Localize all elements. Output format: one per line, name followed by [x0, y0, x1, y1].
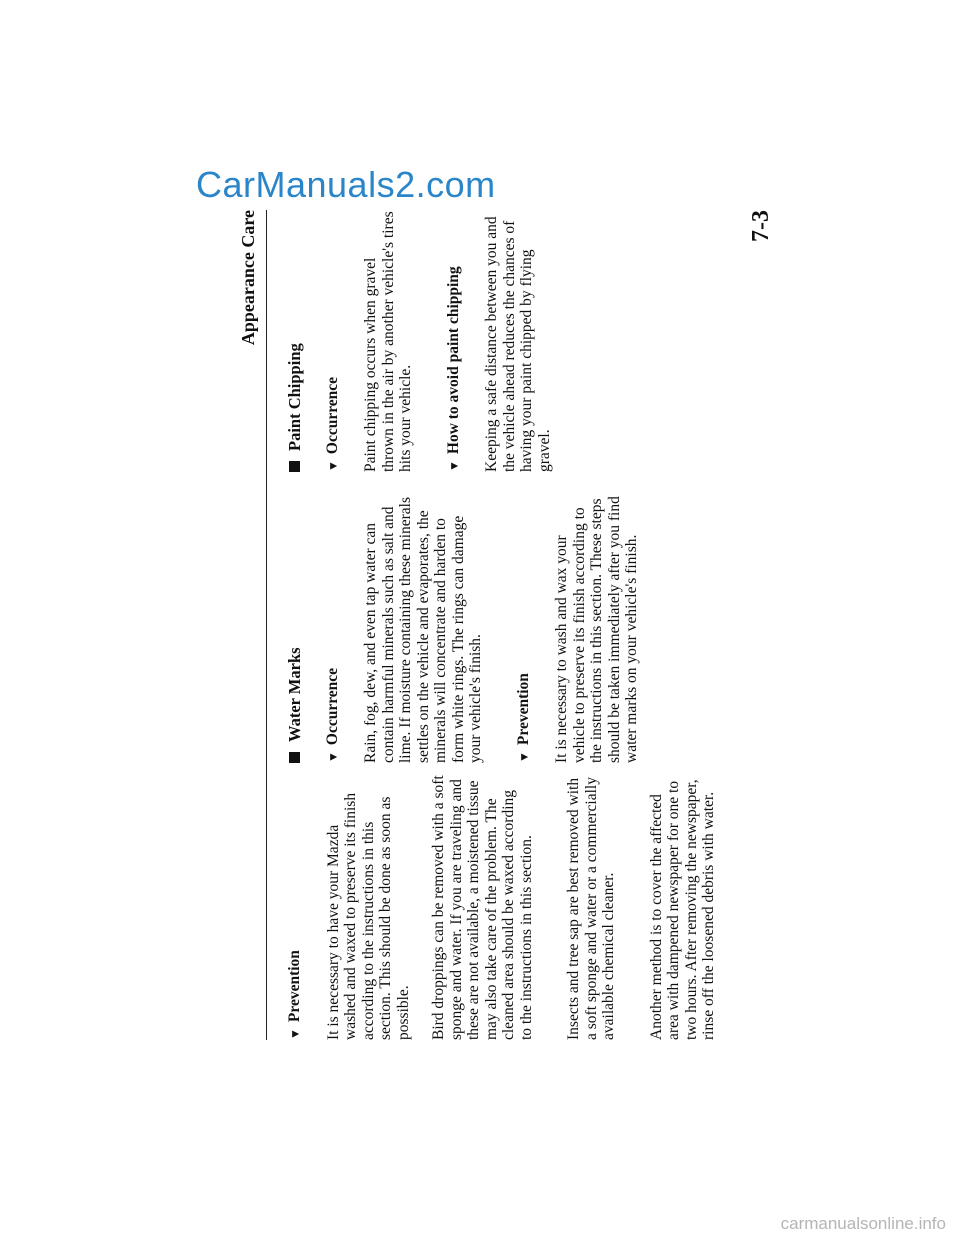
newspaper-paragraph: Another method is to cover the affected area with dampened newspaper for one to two hours. After removing the newspaper, rinse off the loosened debris with water.: [647, 779, 717, 1040]
triangle-bullet-icon: ▼: [325, 751, 340, 763]
page-number: 7-3: [748, 210, 774, 242]
paint-chipping-title-text: Paint Chipping: [285, 343, 304, 451]
bird-droppings-paragraph: Bird droppings can be removed with a soft sponge and water. If you are traveling and these are not available, a moistened tissue may also take care of the problem. The cleaned area should be waxed according to the instructions in this section.: [430, 775, 535, 1040]
avoid-paint-chipping-heading-text: How to avoid paint chipping: [444, 266, 462, 455]
manual-page: [236, 210, 796, 1040]
paint-chipping-title: [286, 210, 304, 472]
watermark-logo-top: CarManuals2.com: [196, 164, 496, 205]
water-marks-prevention-text: It is necessary to wash and wax your vehicle to preserve its finish according to the instructions in this section. These steps should be taken immediately after you find water marks on your vehicle's finish.: [553, 496, 640, 763]
avoid-paint-chipping-heading: [445, 210, 464, 472]
prevention-paragraph: It is necessary to have your Mazda washed and waxed to preserve its finish according to the instructions in this section. This should be done as soon as possible.: [324, 792, 412, 1040]
water-marks-prevention-heading-text: Prevention: [514, 673, 532, 746]
square-bullet-icon: [289, 752, 300, 763]
triangle-bullet-icon: ▼: [325, 460, 340, 472]
section-title: Appearance Care: [238, 210, 258, 346]
water-marks-occurrence-heading-text: Occurrence: [323, 667, 341, 746]
water-marks-title-text: Water Marks: [285, 647, 304, 742]
square-bullet-icon: [289, 461, 300, 472]
triangle-bullet-icon: ▼: [446, 460, 461, 472]
water-marks-occurrence-heading: [324, 495, 343, 763]
column-water-marks: [286, 495, 659, 763]
column-prevention: [286, 775, 736, 1040]
prevention-heading: [286, 775, 305, 1040]
water-marks-prevention-heading: [515, 495, 534, 763]
paint-chipping-occurrence-heading: [324, 210, 343, 472]
insects-paragraph: Insects and tree sap are best removed with a soft sponge and water or a commercially available chemical cleaner.: [565, 777, 617, 1040]
column-paint-chipping: [286, 210, 571, 472]
page-header: [236, 210, 267, 1040]
triangle-bullet-icon: ▼: [516, 751, 531, 763]
triangle-bullet-icon: ▼: [288, 1028, 302, 1040]
watermark-site-bottom: carmanualsonline.info: [780, 1214, 946, 1233]
water-marks-occurrence-text: Rain, fog, dew, and even tap water can contain harmful minerals such as salt and lime. If moisture containing these minerals settles on the vehicle and evaporates, the minerals will concentrate and harden to form white rings. The rings can damage your vehicle's finish.: [362, 496, 484, 763]
prevention-heading-text: Prevention: [286, 950, 303, 1023]
paint-chipping-occurrence-heading-text: Occurrence: [323, 376, 341, 455]
avoid-paint-chipping-text: Keeping a safe distance between you and the vehicle ahead reduces the chances of having your paint chipped by flying gravel.: [483, 216, 553, 472]
paint-chipping-occurrence-text: Paint chipping occurs when gravel thrown in the air by another vehicle's tires hits your vehicle.: [362, 211, 414, 472]
water-marks-title: [286, 495, 304, 763]
